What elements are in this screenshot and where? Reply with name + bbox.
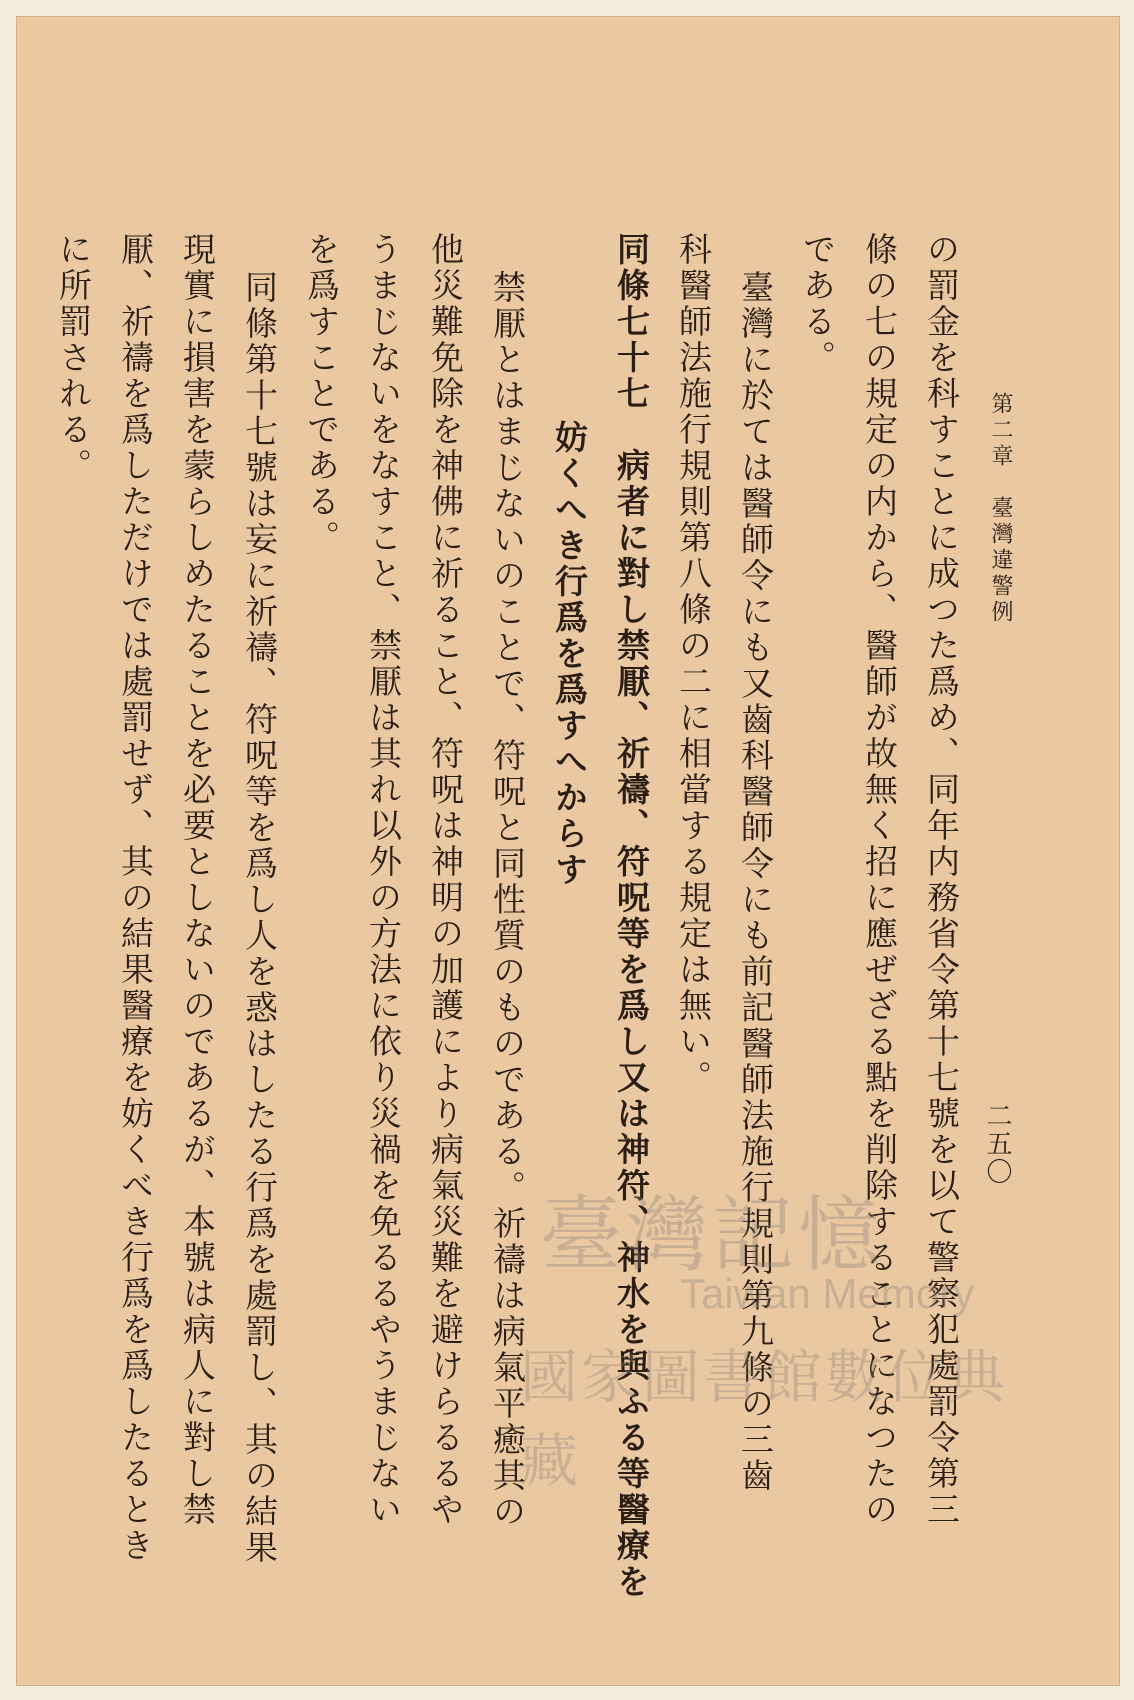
text-column: を爲すことである。: [302, 232, 341, 556]
text-column: 厭、祈禱を爲しただけでは處罰せず、其の結果醫療を妨くべき行爲を爲したるとき: [116, 232, 155, 1564]
text-column: 他災難免除を神佛に祈ること、符呪は神明の加護により病氣災難を避けらるるや: [426, 232, 465, 1528]
article-heading-continued: 妨くへき行爲を爲すへからす: [550, 420, 589, 888]
text-column: うまじないをなすこと、禁厭は其れ以外の方法に依り災禍を免るるやうまじない: [364, 232, 403, 1528]
watermark-logo: 臺灣記憶: [540, 1188, 885, 1283]
text-column: 現實に損害を蒙らしめたることを必要としないのであるが、本號は病人に對し禁: [178, 232, 217, 1528]
chapter-title: 第二章 臺灣違警例: [988, 392, 1013, 626]
text-column: 禁厭とはまじないのことで、符呪と同性質のものである。祈禱は病氣平癒其の: [488, 270, 527, 1530]
text-column: に所罰される。: [54, 232, 93, 484]
text-column: 條の七の規定の内から、醫師が故無く招に應ぜざる點を削除することになつたの: [860, 232, 899, 1528]
text-column: の罰金を科すことに成つた爲め、同年内務省令第十七號を以て警察犯處罰令第三: [922, 232, 961, 1528]
text-column: である。: [798, 232, 837, 376]
watermark-chinese-text: 國家圖書館數位典藏: [520, 1343, 1009, 1495]
text-column: 臺灣に於ては醫師令にも又齒科醫師令にも前記醫師法施行規則第九條の三齒: [736, 270, 775, 1494]
text-column: 同條第十七號は妄に祈禱、符呪等を爲し人を惑はしたる行爲を處罰し、其の結果: [240, 270, 279, 1566]
text-column: 科醫師法施行規則第八條の二に相當する規定は無い。: [674, 232, 713, 1096]
article-heading: 同條七十七 病者に對し禁厭、祈禱、符呪等を爲し又は神符、神水を與ふる等醫療を: [612, 232, 651, 1600]
watermark-english-text: Taiwan Memory: [680, 1270, 975, 1317]
page-number: 二五〇: [982, 1102, 1012, 1186]
